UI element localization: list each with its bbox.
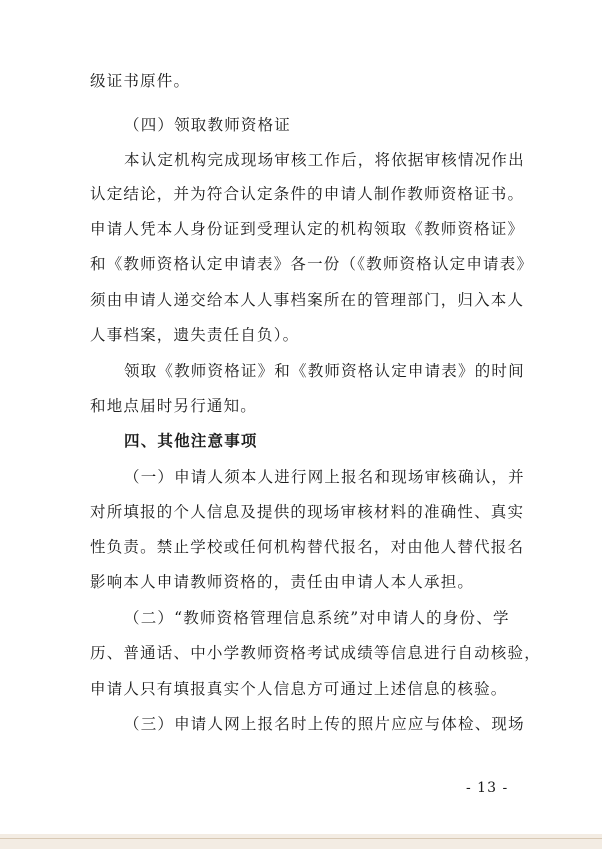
text-line: 申请人凭本人身份证到受理认定的机构领取《教师资格证》 xyxy=(90,220,525,238)
text-line: 领取《教师资格证》和《教师资格认定申请表》的时间 xyxy=(124,362,525,380)
text-line: 和地点届时另行通知。 xyxy=(90,397,258,415)
text-line: 影响本人申请教师资格的，责任由申请人本人承担。 xyxy=(90,573,475,591)
text-line: （三）申请人网上报名时上传的照片应应与体检、现场 xyxy=(124,715,525,733)
page-bottom-edge xyxy=(0,834,602,849)
text-line: 历、普通话、中小学教师资格考试成绩等信息进行自动核验， xyxy=(90,644,541,662)
section-heading: （四）领取教师资格证 xyxy=(124,116,292,134)
page-number: - 13 - xyxy=(466,780,509,796)
text-line: 须由申请人递交给本人人事档案所在的管理部门，归入本人 xyxy=(90,291,525,309)
text-line: 申请人只有填报真实个人信息方可通过上述信息的核验。 xyxy=(90,680,508,698)
text-line: 性负责。禁止学校或任何机构替代报名，对由他人替代报名 xyxy=(90,538,525,556)
divider xyxy=(0,838,602,839)
text-line: （一）申请人须本人进行网上报名和现场审核确认，并 xyxy=(124,468,525,486)
section-heading: 四、其他注意事项 xyxy=(124,431,258,450)
text-line: 认定结论，并为符合认定条件的申请人制作教师资格证书。 xyxy=(90,185,525,203)
text-line: （二）“教师资格管理信息系统”对申请人的身份、学 xyxy=(124,609,510,627)
text-line: 级证书原件。 xyxy=(90,72,191,90)
text-line: 人事档案，遗失责任自负）。 xyxy=(90,326,300,344)
text-line: 和《教师资格认定申请表》各一份（《教师资格认定申请表》 xyxy=(90,255,534,273)
text-line: 本认定机构完成现场审核工作后，将依据审核情况作出 xyxy=(124,151,525,169)
text-line: 对所填报的个人信息及提供的现场审核材料的准确性、真实 xyxy=(90,503,525,521)
